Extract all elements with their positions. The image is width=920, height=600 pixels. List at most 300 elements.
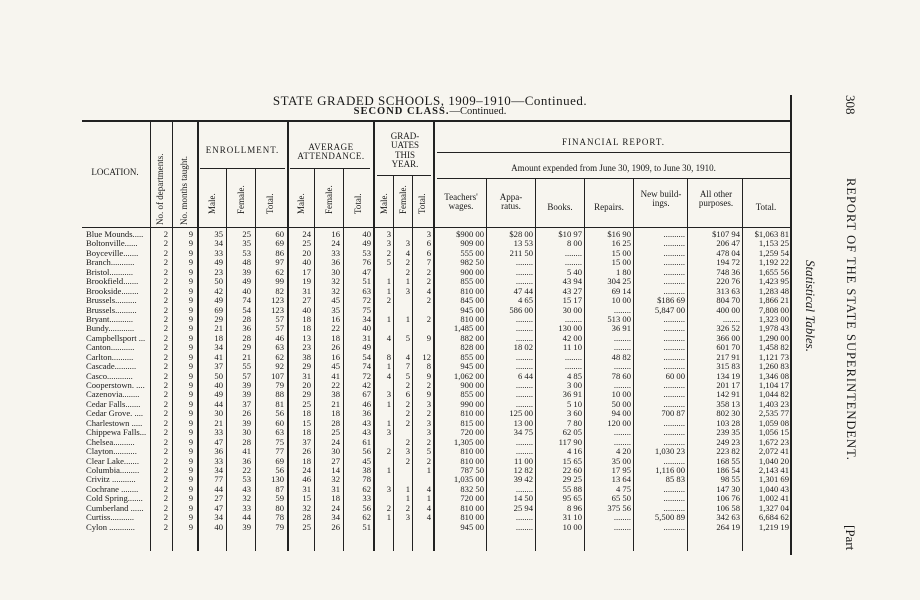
cell-am: 26 (302, 447, 311, 457)
cell-af: 38 (331, 390, 340, 400)
cell-af: 18 (331, 409, 340, 419)
cell-em: 49 (214, 258, 223, 268)
cell-op: 142 91 (716, 390, 740, 400)
cell-am: 19 (302, 277, 311, 287)
cell-at: 67 (362, 390, 371, 400)
cell-em: 34 (214, 239, 223, 249)
cell-gf: 5 (405, 333, 410, 343)
cell-gm: 1 (386, 418, 391, 428)
cell-loc: Columbia......... (86, 465, 140, 475)
cell-ef: 21 (242, 352, 251, 362)
books-header: Books. (547, 202, 573, 212)
cell-gm: 4 (386, 333, 391, 343)
cell-loc: Bryant........... (86, 314, 134, 324)
group-rule-financial (437, 152, 790, 153)
cell-et: 92 (275, 362, 284, 372)
cell-gt: 5 (426, 447, 431, 457)
cell-ef: 28 (242, 333, 251, 343)
cell-af: 45 (331, 362, 340, 372)
cell-loc: Brussels.......... (86, 296, 137, 306)
cell-dep: 2 (163, 390, 168, 400)
cell-mo: 9 (188, 230, 193, 239)
cell-et: 63 (275, 428, 284, 438)
cell-loc: Cumberland ...... (86, 503, 144, 513)
cell-tw: 945 00 (460, 522, 484, 532)
cell-tw: 945 00 (460, 305, 484, 315)
cell-tot: 1,104 17 (758, 381, 789, 390)
cell-loc: Casco............ (86, 371, 133, 381)
cell-gf: 1 (405, 314, 410, 324)
cell-gt: 4 (426, 513, 431, 523)
cell-ap: ........ (515, 522, 533, 532)
cell-gm: 1 (386, 399, 391, 409)
cell-nb: .......... (663, 352, 685, 362)
cell-rp: 1 80 (615, 267, 631, 277)
cell-tot: 2,535 77 (758, 409, 789, 419)
cell-am: 28 (302, 513, 311, 523)
cell-tw: 1,485 00 (453, 324, 484, 334)
cell-gf: 2 (405, 418, 410, 428)
cell-gm (375, 475, 391, 484)
cell-at: 40 (362, 230, 371, 239)
cell-bk: 8 00 (566, 239, 582, 249)
cell-at: 62 (362, 513, 371, 523)
cell-rp: 78 60 (611, 371, 631, 381)
cell-bk: 43 94 (562, 277, 582, 287)
cell-dep: 2 (163, 248, 168, 258)
cell-mo: 9 (188, 305, 193, 315)
cell-gf (394, 428, 410, 437)
cell-dep: 2 (163, 437, 168, 447)
cell-mo: 9 (188, 267, 193, 277)
cell-dep: 2 (163, 352, 168, 362)
cell-am: 15 (302, 418, 311, 428)
cell-op: 804 70 (716, 296, 740, 306)
cell-mo: 9 (188, 248, 193, 258)
cell-nb: .......... (663, 230, 685, 239)
cell-nb: .......... (663, 248, 685, 258)
cell-gt (413, 523, 431, 532)
attend-total-column (344, 230, 371, 532)
cell-tot: 2,143 41 (758, 465, 789, 475)
cell-ap: ........ (515, 267, 533, 277)
cell-am: 18 (302, 456, 311, 466)
cell-mo: 9 (188, 418, 193, 428)
cell-tot: 1,403 23 (758, 399, 789, 409)
row-total-column (743, 230, 789, 532)
cell-ap: 211 50 (509, 248, 533, 258)
cell-loc: Cazenovia........ (86, 390, 140, 400)
cell-mo: 9 (188, 324, 193, 334)
cell-bk: 36 91 (562, 390, 582, 400)
cell-rp: ........ (613, 513, 631, 523)
cell-rp: 94 00 (611, 409, 631, 419)
cell-tot: 1,002 41 (758, 494, 789, 504)
cell-em: 69 (214, 305, 223, 315)
cell-tot: 1,121 73 (758, 352, 789, 362)
cell-at: 56 (362, 503, 371, 513)
cell-tw: 810 00 (460, 314, 484, 324)
cell-loc: Cascade.......... (86, 362, 137, 372)
cell-dep: 2 (163, 465, 168, 475)
cell-gf (394, 523, 410, 532)
cell-am: 18 (302, 409, 311, 419)
cell-af: 18 (331, 494, 340, 504)
cell-af: 28 (331, 418, 340, 428)
cell-mo: 9 (188, 286, 193, 296)
cell-mo: 9 (188, 381, 193, 390)
cell-rp: 304 25 (607, 277, 631, 287)
cell-bk: 42 00 (562, 333, 582, 343)
cell-et: 88 (275, 390, 284, 400)
cell-nb: .......... (663, 277, 685, 287)
cell-bk: 31 10 (562, 513, 582, 523)
cell-loc: Bristol........... (86, 267, 134, 277)
cell-nb: .......... (663, 399, 685, 409)
cell-tot: 1,044 82 (758, 390, 789, 400)
cell-am: 25 (302, 399, 311, 409)
cell-op: 134 19 (716, 371, 740, 381)
cell-mo: 9 (188, 314, 193, 324)
cell-gt: 2 (426, 437, 431, 447)
cell-et: 56 (275, 465, 284, 475)
cell-op: 201 17 (716, 381, 740, 390)
cell-tw: 945 00 (460, 362, 484, 372)
cell-bk: 7 80 (566, 418, 582, 428)
graduates-header: GRAD- UATES THIS YEAR. (390, 131, 420, 170)
cell-nb: .......... (663, 503, 685, 513)
cell-ef: 43 (242, 484, 251, 494)
cell-gf: 2 (405, 409, 410, 419)
cell-bk: 5 40 (566, 267, 582, 277)
cell-ef: 48 (242, 258, 251, 268)
section-title: Statistical Tables. (803, 260, 818, 352)
cell-at: 34 (362, 314, 371, 324)
cell-tot: 1,056 15 (758, 428, 789, 438)
cell-gf (394, 343, 410, 352)
cell-gm: 3 (386, 428, 391, 438)
cell-em: 49 (214, 390, 223, 400)
cell-op: 147 30 (716, 484, 740, 494)
cell-tw: 810 00 (460, 409, 484, 419)
cell-mo: 9 (188, 390, 193, 400)
cell-gf: 6 (405, 390, 410, 400)
cell-em: 50 (214, 277, 223, 287)
cell-af: 36 (331, 258, 340, 268)
cell-mo: 9 (188, 239, 193, 249)
cell-tot: 1,259 54 (758, 248, 789, 258)
cell-bk: ........ (564, 258, 582, 268)
group-rule-graduates (377, 175, 431, 176)
cell-ap: ........ (515, 437, 533, 447)
cell-op: 217 91 (716, 352, 740, 362)
cell-tot: 1,323 00 (758, 314, 789, 324)
cell-loc: Charlestown ..... (86, 418, 143, 428)
cell-em: 50 (214, 371, 223, 381)
cell-am: 40 (302, 258, 311, 268)
cell-op: 400 00 (716, 305, 740, 315)
cell-gf: 3 (405, 286, 410, 296)
cell-at: 75 (362, 305, 371, 315)
cell-op: 313 63 (716, 286, 740, 296)
cell-rp: ........ (613, 333, 631, 343)
cell-em: 34 (214, 513, 223, 523)
cell-em: 33 (214, 248, 223, 258)
cell-tw: 1,305 00 (453, 437, 484, 447)
cell-gt: 12 (422, 352, 431, 362)
cell-am: 40 (302, 305, 311, 315)
cell-bk: 11 10 (562, 343, 582, 353)
cell-rp: 15 00 (611, 248, 631, 258)
cell-nb: .......... (663, 362, 685, 372)
attendance-female-header: Female. (324, 185, 334, 214)
cell-bk: 43 27 (562, 286, 582, 296)
cell-gm: 2 (386, 248, 391, 258)
cell-em: 18 (214, 333, 223, 343)
cell-nb: .......... (663, 239, 685, 249)
cell-gf: 2 (405, 503, 410, 513)
cell-et: 130 (271, 475, 284, 485)
cell-et: 62 (275, 267, 284, 277)
cell-em: 33 (214, 428, 223, 438)
cell-et: 97 (275, 258, 284, 268)
cell-em: 33 (214, 456, 223, 466)
cell-at: 45 (362, 456, 371, 466)
cell-af: 33 (331, 248, 340, 258)
cell-bk: 3 00 (566, 381, 582, 390)
cell-at: 31 (362, 333, 371, 343)
cell-et: 62 (275, 352, 284, 362)
enrollment-male-header: Male. (207, 193, 217, 214)
cell-em: 21 (214, 418, 223, 428)
cell-tw: 882 00 (460, 333, 484, 343)
cell-em: 27 (214, 494, 223, 504)
cell-gt: 2 (426, 409, 431, 419)
cell-dep: 2 (163, 447, 168, 457)
attend-male-column (289, 230, 311, 532)
cell-gf (394, 296, 410, 305)
attendance-total-header: Total. (353, 193, 363, 214)
cell-tot: 1,346 08 (758, 371, 789, 381)
cell-ef: 36 (242, 324, 251, 334)
cell-gt (413, 475, 431, 484)
cell-gt (413, 306, 431, 315)
other-purposes-column (688, 230, 740, 532)
cell-tw: 810 00 (460, 456, 484, 466)
cell-am: 46 (302, 475, 311, 485)
cell-tot: 1,290 00 (758, 333, 789, 343)
cell-loc: Chelsea.......... (86, 437, 135, 447)
cell-mo: 9 (188, 475, 193, 485)
cell-ap: 39 42 (513, 475, 533, 485)
cell-tw: 810 00 (460, 447, 484, 457)
cell-op: 358 13 (716, 399, 740, 409)
cell-op: 366 00 (716, 333, 740, 343)
cell-em: 42 (214, 286, 223, 296)
cell-loc: Brussels.......... (86, 305, 137, 315)
cell-tot: 2,072 41 (758, 447, 789, 457)
cell-tw: 855 00 (460, 277, 484, 287)
cell-nb: .......... (663, 428, 685, 438)
cell-bk: 62 05 (562, 428, 582, 438)
cell-ap: ........ (515, 277, 533, 287)
cell-rp: ........ (613, 437, 631, 447)
cell-gm (375, 343, 391, 352)
cell-loc: Blue Mounds..... (86, 230, 144, 239)
cell-et: 123 (271, 305, 284, 315)
cell-mo: 9 (188, 352, 193, 362)
cell-at: 43 (362, 418, 371, 428)
cell-nb: .......... (663, 267, 685, 277)
months-column (173, 230, 193, 532)
cell-ap: ........ (515, 352, 533, 362)
cell-rp: ........ (613, 305, 631, 315)
cell-gf: 2 (405, 267, 410, 277)
cell-dep: 2 (163, 286, 168, 296)
cell-at: 33 (362, 494, 371, 504)
cell-op: 601 70 (716, 343, 740, 353)
cell-ap: 586 00 (509, 305, 533, 315)
cell-gm (375, 306, 391, 315)
cell-af: 24 (331, 239, 340, 249)
cell-rp: 13 64 (611, 475, 631, 485)
cell-gt: 2 (426, 314, 431, 324)
cell-loc: Carlton.......... (86, 352, 134, 362)
apparatus-column (487, 230, 533, 532)
cell-dep: 2 (163, 305, 168, 315)
cell-rp: ........ (613, 381, 631, 390)
grad-total-column (413, 230, 431, 532)
cell-ef: 22 (242, 465, 251, 475)
right-border-rule (790, 95, 792, 555)
cell-tw: 810 00 (460, 513, 484, 523)
cell-rp: ........ (613, 362, 631, 372)
cell-ap: $28 00 (509, 230, 533, 239)
cell-tw: 1,062 00 (453, 371, 484, 381)
cell-et: 75 (275, 437, 284, 447)
cell-af: 34 (331, 513, 340, 523)
cell-dep: 2 (163, 484, 168, 494)
cell-tot: 1,301 69 (758, 475, 789, 485)
cell-gf: 1 (405, 484, 410, 494)
cell-ap: 12 82 (513, 465, 533, 475)
cell-ap: 18 02 (513, 343, 533, 353)
cell-ap: 13 00 (513, 418, 533, 428)
cell-bk: 55 88 (562, 484, 582, 494)
cell-ef: 37 (242, 399, 251, 409)
cell-nb: $186 69 (657, 296, 685, 306)
cell-mo: 9 (188, 494, 193, 504)
cell-gm: 5 (386, 258, 391, 268)
cell-rp: 35 00 (611, 456, 631, 466)
cell-mo: 9 (188, 371, 193, 381)
cell-gm (375, 523, 391, 532)
cell-tw: 909 00 (460, 239, 484, 249)
cell-tw: 900 00 (460, 381, 484, 390)
cell-dep: 2 (163, 456, 168, 466)
attendance-header: AVERAGE ATTENDANCE. (297, 142, 365, 162)
cell-dep: 2 (163, 258, 168, 268)
cell-gm: 8 (386, 352, 391, 362)
cell-bk: ........ (564, 362, 582, 372)
cell-gm (375, 381, 391, 390)
cell-rp: 50 00 (611, 399, 631, 409)
departments-column (151, 230, 168, 532)
cell-af: 22 (331, 381, 340, 390)
cell-nb: .......... (663, 390, 685, 400)
cell-gm (375, 457, 391, 466)
cell-dep: 2 (163, 428, 168, 438)
cell-em: 29 (214, 314, 223, 324)
cell-op: $107 94 (712, 230, 740, 239)
cell-at: 62 (362, 484, 371, 494)
cell-gm (375, 409, 391, 418)
running-head: REPORT OF THE STATE SUPERINTENDENT. (844, 178, 858, 461)
teachers-wages-column (435, 230, 484, 532)
cell-ef: 39 (242, 267, 251, 277)
cell-gt: 3 (426, 230, 431, 239)
cell-at: 76 (362, 258, 371, 268)
cell-tot: 1,260 83 (758, 362, 789, 372)
cell-af: 26 (331, 343, 340, 353)
cell-at: 40 (362, 324, 371, 334)
cell-am: 20 (302, 248, 311, 258)
cell-af: 45 (331, 296, 340, 306)
cell-et: 87 (275, 484, 284, 494)
cell-et: 86 (275, 248, 284, 258)
cell-tot: 1,655 56 (758, 267, 789, 277)
cell-am: 31 (302, 286, 311, 296)
cell-loc: Curtiss........... (86, 513, 134, 523)
cell-gt: 2 (426, 456, 431, 466)
cell-mo: 9 (188, 437, 193, 447)
cell-gt: 2 (426, 296, 431, 306)
cell-af: 24 (331, 503, 340, 513)
cell-gf (394, 475, 410, 484)
page-number: 308 (843, 95, 858, 115)
cell-at: 51 (362, 522, 371, 532)
cell-et: 63 (275, 343, 284, 353)
cell-mo: 9 (188, 513, 193, 523)
cell-gf: 3 (405, 239, 410, 249)
cell-em: 47 (214, 503, 223, 513)
cell-loc: Campbellsport ... (86, 333, 146, 343)
cell-loc: Chippewa Falls... (86, 428, 147, 438)
cell-mo: 9 (188, 277, 193, 287)
cell-af: 25 (331, 428, 340, 438)
cell-em: 44 (214, 399, 223, 409)
cell-af: 27 (331, 456, 340, 466)
cell-at: 51 (362, 277, 371, 287)
cell-gt: 4 (426, 484, 431, 494)
cell-ap: 11 00 (513, 456, 533, 466)
cell-op: 220 76 (716, 277, 740, 287)
cell-tw: $900 00 (456, 230, 484, 239)
cell-gm: 3 (386, 239, 391, 249)
cell-am: 18 (302, 314, 311, 324)
cell-bk: 130 00 (558, 324, 582, 334)
cell-mo: 9 (188, 399, 193, 409)
new-buildings-column (634, 230, 685, 532)
cell-rp: 16 25 (611, 239, 631, 249)
cell-ef: 40 (242, 286, 251, 296)
cell-ap: 13 53 (513, 239, 533, 249)
cell-ap: 4 65 (517, 296, 533, 306)
cell-nb: .......... (663, 286, 685, 296)
cell-et: 57 (275, 324, 284, 334)
cell-bk: 117 90 (558, 437, 582, 447)
cell-tw: 832 50 (460, 484, 484, 494)
